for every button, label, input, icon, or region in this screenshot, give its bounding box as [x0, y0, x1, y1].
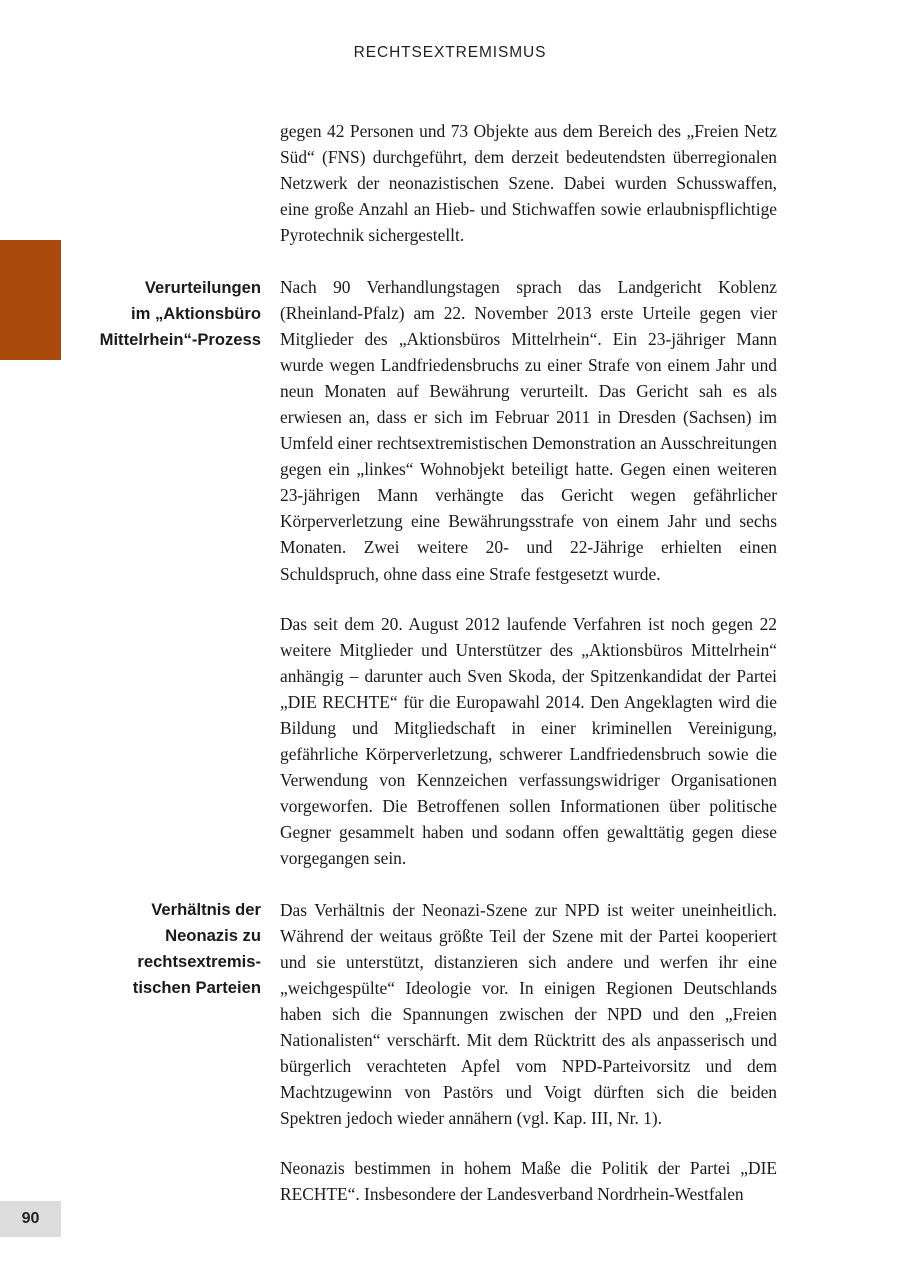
sidehead-verurteilungen	[61, 275, 261, 353]
sidehead-line: tischen Parteien	[132, 978, 261, 997]
page-number: 90	[0, 1201, 61, 1237]
verurteilungen-paragraph-2: Das seit dem 20. August 2012 laufende Verfahren ist noch gegen 22 weitere Mitglieder und Unterstützer des „Aktionsbüros Mittelrhein“ anhängig – darunter auch Sven Skoda, der Spitzenkandidat der Partei „DIE RECHTE“ für die Europawahl 2014. Den Angeklagten wird die Bildung und Mitgliedschaft in einer kriminellen Vereinigung, gefährliche Körperverletzung, schwerer Landfriedensbruch sowie die Verwendung von Kennzeichen verfassungswidriger Organisationen vorgeworfen. Die Betroffenen sollen Informationen über politische Gegner gesammelt haben und sodann offen gewalttätig gegen diese vorgegangen sein.	[280, 614, 777, 869]
sidehead-line: Neonazis zu	[165, 926, 261, 945]
verurteilungen-paragraph-1: Nach 90 Verhandlungstagen sprach das Landgericht Koblenz (Rheinland-Pfalz) am 22. November 2013 erste Urteile gegen vier Mitglieder des „Aktionsbüros Mittelrhein“. Ein 23-jähriger Mann wurde wegen Landfriedensbruchs zu einer Strafe von einem Jahr und neun Monaten auf Bewährung verurteilt. Das Gericht sah es als erwiesen an, dass er sich im Februar 2011 in Dresden (Sachsen) im Umfeld einer rechtsextremistischen Demonstration an Ausschreitungen gegen ein „linkes“ Wohnobjekt beteiligt hatte. Gegen einen weiteren 23-jährigen Mann verhängte das Gericht wegen gefährlicher Körperverletzung eine Bewährungsstrafe von einem Jahr und sechs Monaten. Zwei weitere 20- und 22-Jährige erhielten einen Schuldspruch, ohne dass eine Strafe festgesetzt wurde.	[280, 277, 777, 584]
sidehead-line: rechtsextremis-	[137, 952, 261, 971]
verhaeltnis-paragraph-1: Das Verhältnis der Neonazi-Szene zur NPD ist weiter uneinheitlich. Während der weitaus größte Teil der Szene mit der Partei kooperiert und sie unterstützt, distanzieren sich andere und werfen ihr eine „weichgespülte“ Ideologie vor. In einigen Regionen Deutschlands haben sich die Spannungen zwischen der NPD und den „Freien Nationalisten“ verschärft. Mit dem Rücktritt des als anpasserisch und bürgerlich verachteten Apfel vom NPD-Parteivorsitz und dem Machtzugewinn von Pastörs und Voigt dürften sich die beiden Spektren jedoch wieder annähern (vgl. Kap. III, Nr. 1).	[280, 900, 777, 1129]
sidehead-line: Mittelrhein“-Prozess	[99, 330, 261, 349]
intro-paragraph: gegen 42 Personen und 73 Objekte aus dem Bereich des „Freien Netz Süd“ (FNS) durchgeführt, dem derzeit bedeutendsten überregionalen Netzwerk der neonazistischen Szene. Dabei wurden Schusswaffen, eine große Anzahl an Hieb- und Stichwaffen sowie erlaubnispflichtige Pyrotechnik sichergestellt.	[280, 121, 777, 246]
sidehead-verhaeltnis	[61, 897, 261, 1001]
verhaeltnis-paragraph-2: Neonazis bestimmen in hohem Maße die Politik der Partei „DIE RECHTE“. Insbesondere der Landesverband Nordrhein-Westfalen	[280, 1158, 777, 1205]
running-header: RECHTSEXTREMISMUS	[353, 44, 547, 61]
sidehead-line: im „Aktionsbüro	[131, 304, 261, 323]
sidehead-line: Verhältnis der	[151, 900, 261, 919]
sidehead-line: Verurteilungen	[144, 278, 261, 297]
chapter-tab-marker	[0, 240, 61, 360]
